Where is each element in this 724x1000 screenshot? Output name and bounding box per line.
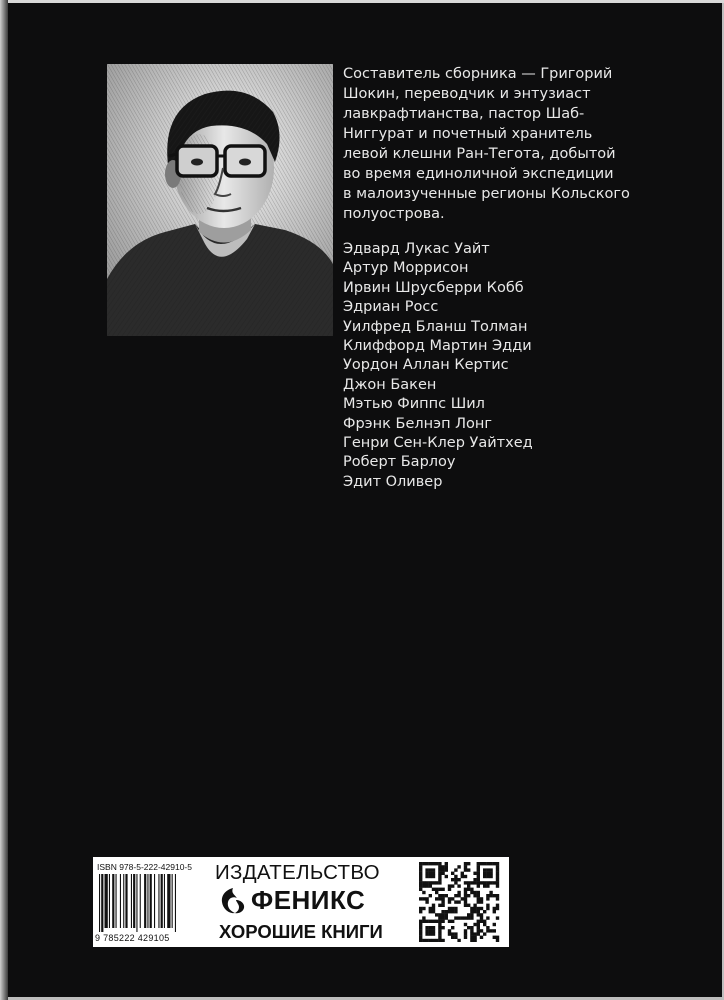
- bio-line: Составитель сборника — Григорий: [343, 66, 613, 82]
- author-name: Роберт Барлоу: [343, 454, 456, 471]
- author-name: Эдвард Лукас Уайт: [343, 241, 490, 257]
- author-name: Джон Бакен: [343, 376, 437, 393]
- publisher-name: ФЕНИКС: [251, 885, 366, 915]
- author-name: Клиффорд Мартин Эдди: [343, 338, 532, 355]
- bio-line: левой клешни Ран-Тегота, добытой: [343, 146, 616, 162]
- bio-line: Ниггурат и почетный хранитель: [343, 126, 593, 142]
- publisher-slogan: ХОРОШИЕ КНИГИ: [219, 921, 383, 942]
- authors-list: [343, 240, 673, 492]
- qr-code-icon: [417, 862, 501, 942]
- author-name: Мэтью Фиппс Шил: [343, 396, 485, 413]
- barcode-digits: 9 785222 429105: [95, 933, 170, 943]
- publisher-label: ИЗДАТЕЛЬСТВО: [215, 861, 380, 884]
- bio-line: полуострова.: [343, 206, 445, 222]
- bio-line: Шокин, переводчик и энтузиаст: [343, 86, 591, 102]
- author-name: Ирвин Шрусберри Кобб: [343, 279, 524, 296]
- author-portrait: [107, 64, 333, 336]
- author-name: Эдит Оливер: [343, 473, 443, 490]
- barcode-icon: [97, 874, 205, 932]
- scan-edge-left: [0, 0, 8, 1000]
- author-name: Эдриан Росс: [343, 299, 439, 316]
- bio-line: во время единоличной экспедиции: [343, 166, 614, 182]
- publisher-footer: [93, 857, 509, 947]
- isbn-barcode: [93, 857, 209, 947]
- author-name: Уордон Аллан Кертис: [343, 357, 509, 374]
- author-name: Фрэнк Белнэп Лонг: [343, 415, 493, 432]
- phoenix-logo-icon: [219, 887, 247, 915]
- author-name: Уилфред Бланш Толман: [343, 318, 528, 335]
- author-name: Генри Сен-Клер Уайтхед: [343, 435, 533, 452]
- bio-line: в малоизученные регионы Кольского: [343, 186, 630, 202]
- isbn-text: ISBN 978-5-222-42910-5: [97, 862, 192, 872]
- compiler-bio: [343, 64, 673, 224]
- author-name: Артур Моррисон: [343, 260, 469, 277]
- bio-line: лавкрафтианства, пастор Шаб-: [343, 106, 585, 122]
